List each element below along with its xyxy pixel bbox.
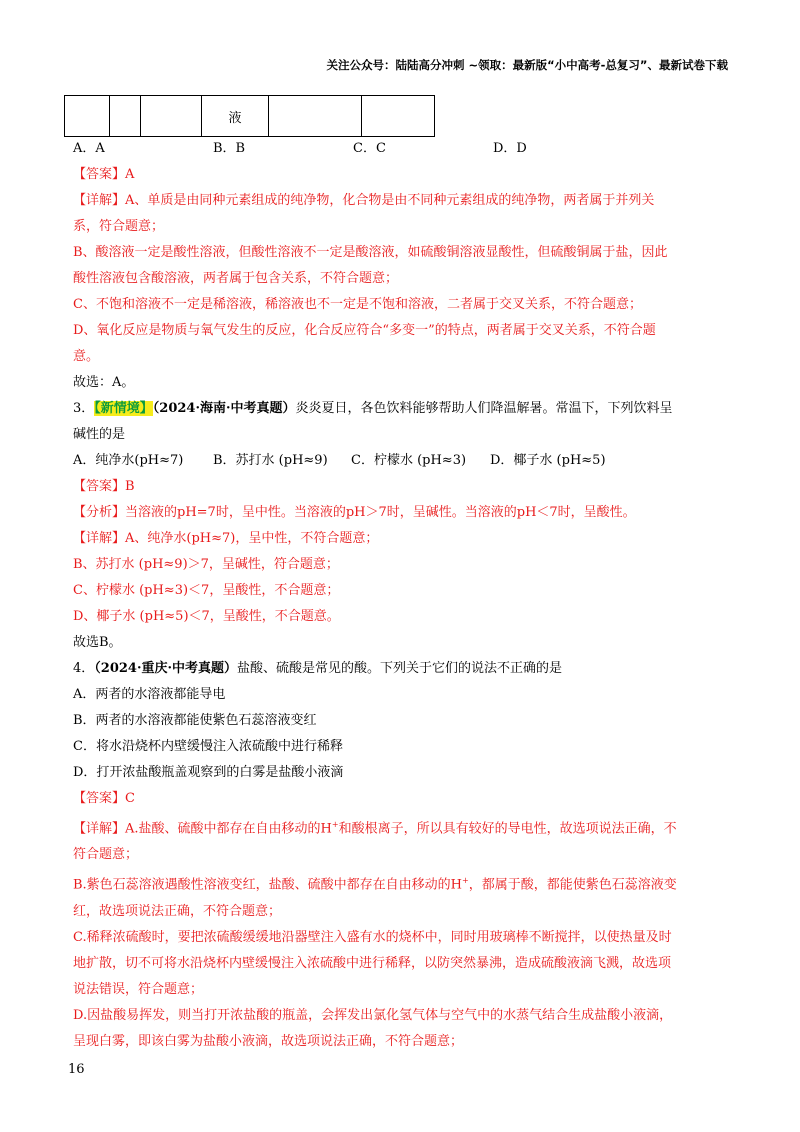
option-d: D．D [493,141,527,156]
page-number: 16 [68,1062,85,1077]
q4-detail-b-line [73,868,733,898]
text-run: 和酸根离子，所以具有较好的导电性，故选项说法正确，不 [338,821,677,837]
q4-stem [73,656,733,682]
q2-detail-line: 【详解】A、单质是由同种元素组成的纯净物，化合物是由不同种元素组成的纯净物，两者属于并列关 [73,193,655,208]
question-stem-text: 盐酸、硫酸是常见的酸。下列关于它们的说法不正确的是 [237,661,563,676]
q4-option-a: A．两者的水溶液都能导电 [73,687,226,702]
q3-conclusion: 故选B。 [73,635,122,650]
q3-answer: 【答案】B [73,479,135,494]
q2-detail-d-line: D、氧化反应是物质与氧气发生的反应，化合反应符合“多变一”的特点，两者属于交叉关系，不符合题 [73,323,656,338]
q2-detail-line: 系，符合题意； [73,219,165,234]
q4-detail-c-line: 说法错误，符合题意； [73,981,204,997]
option-c: C．柠檬水 (pH≈3) [351,453,467,468]
q2-detail-b-line: 酸性溶液包含酸溶液，两者属于包含关系，不符合题意； [73,271,399,286]
q4-detail-a-line [73,812,733,842]
superscript: + [331,820,339,829]
document-body [73,136,733,1055]
question-number: 3． [73,401,95,416]
q4-option-b: B．两者的水溶液都能使紫色石蕊溶液变红 [73,713,317,728]
option-b: B．苏打水 (pH≈9) [213,453,328,468]
text-run: ，都属于酸，都能使紫色石蕊溶液变 [468,877,677,893]
option-c: C．C [353,141,386,156]
q2-conclusion: 故选：A。 [73,375,135,390]
q4-detail-d-line: D.因盐酸易挥发，则当打开浓盐酸的瓶盖，会挥发出氯化氢气体与空气中的水蒸气结合生成盐酸小液滴， [73,1007,673,1023]
q2-detail-c-line: C、不饱和溶液不一定是稀溶液，稀溶液也不一定是不饱和溶液，二者属于交叉关系，不符合题意； [73,297,642,312]
q2-options [73,136,733,162]
q4-detail-c-line: 地扩散，切不可将水沿烧杯内壁缓慢注入浓硫酸中进行稀释，以防突然暴沸，造成硫酸液滴飞溅，故选项 [73,955,672,971]
q3-stem-cont: 碱性的是 [73,427,126,442]
q2-answer: 【答案】A [73,167,135,182]
table-cell [269,96,362,137]
option-b: B．B [213,141,246,156]
q4-detail-b-line: 红，故选项说法正确，不符合题意； [73,903,282,919]
q3-analysis: 【分析】当溶液的pH=7时，呈中性。当溶液的pH＞7时，呈碱性。当溶液的pH＜7时，呈酸性。 [73,505,636,520]
question-source: （2024·海南·中考真题） [152,401,296,416]
superscript: + [462,876,469,886]
q4-option-c: C．将水沿烧杯内壁缓慢注入浓硫酸中进行稀释 [73,739,343,754]
page-header: 关注公众号：陆陆高分冲刺 ~领取：最新版“小中高考-总复习”、最新试卷下载 [326,58,728,72]
q3-detail-d: D、椰子水 (pH≈5)＜7，呈酸性，不合题意。 [73,609,340,624]
question-number: 4． [73,661,95,676]
new-context-tag: 【新情境】 [94,401,153,416]
q4-detail-c-line: C.稀释浓硫酸时，要把浓硫酸缓缓地沿器壁注入盛有水的烧杯中，同时用玻璃棒不断搅拌，以使热量及时 [73,929,672,945]
table-cell [362,96,435,137]
fragment-table [64,95,435,137]
option-a: A．A [73,141,105,156]
q3-detail-c: C、柠檬水 (pH≈3)＜7，呈酸性，不合题意； [73,583,340,598]
q4-answer: 【答案】C [73,791,135,806]
q3-options [73,448,733,474]
option-a: A．纯净水(pH≈7) [73,453,184,468]
q4-detail-d-line: 呈现白雾，即该白雾为盐酸小液滴，故选项说法正确，不符合题意； [73,1033,464,1049]
q3-stem [73,396,733,422]
q3-detail-b: B、苏打水 (pH≈9)＞7，呈碱性，符合题意； [73,557,339,572]
q2-detail-d-line: 意。 [73,349,100,364]
table-cell [141,96,202,137]
table-cell [110,96,141,137]
table-cell: 液 [202,96,269,137]
table-cell [65,96,110,137]
q4-option-d: D．打开浓盐酸瓶盖观察到的白雾是盐酸小液滴 [73,765,344,780]
question-source: （2024·重庆·中考真题） [94,661,238,676]
text-run: B.紫色石蕊溶液遇酸性溶液变红，盐酸、硫酸中都存在自由移动的H [73,877,463,893]
text-run: 【详解】A.盐酸、硫酸中都存在自由移动的H [73,821,332,837]
q2-detail-b-line: B、酸溶液一定是酸性溶液，但酸性溶液不一定是酸溶液，如硫酸铜溶液显酸性，但硫酸铜属于盐，因此 [73,245,668,260]
q3-detail-a: 【详解】A、纯净水(pH≈7)，呈中性，不符合题意； [73,531,379,546]
option-d: D．椰子水 (pH≈5) [490,453,606,468]
q4-detail-a-line: 符合题意； [73,847,139,863]
question-stem-text: 炎炎夏日，各色饮料能够帮助人们降温解暑。常温下，下列饮料呈 [295,401,673,416]
